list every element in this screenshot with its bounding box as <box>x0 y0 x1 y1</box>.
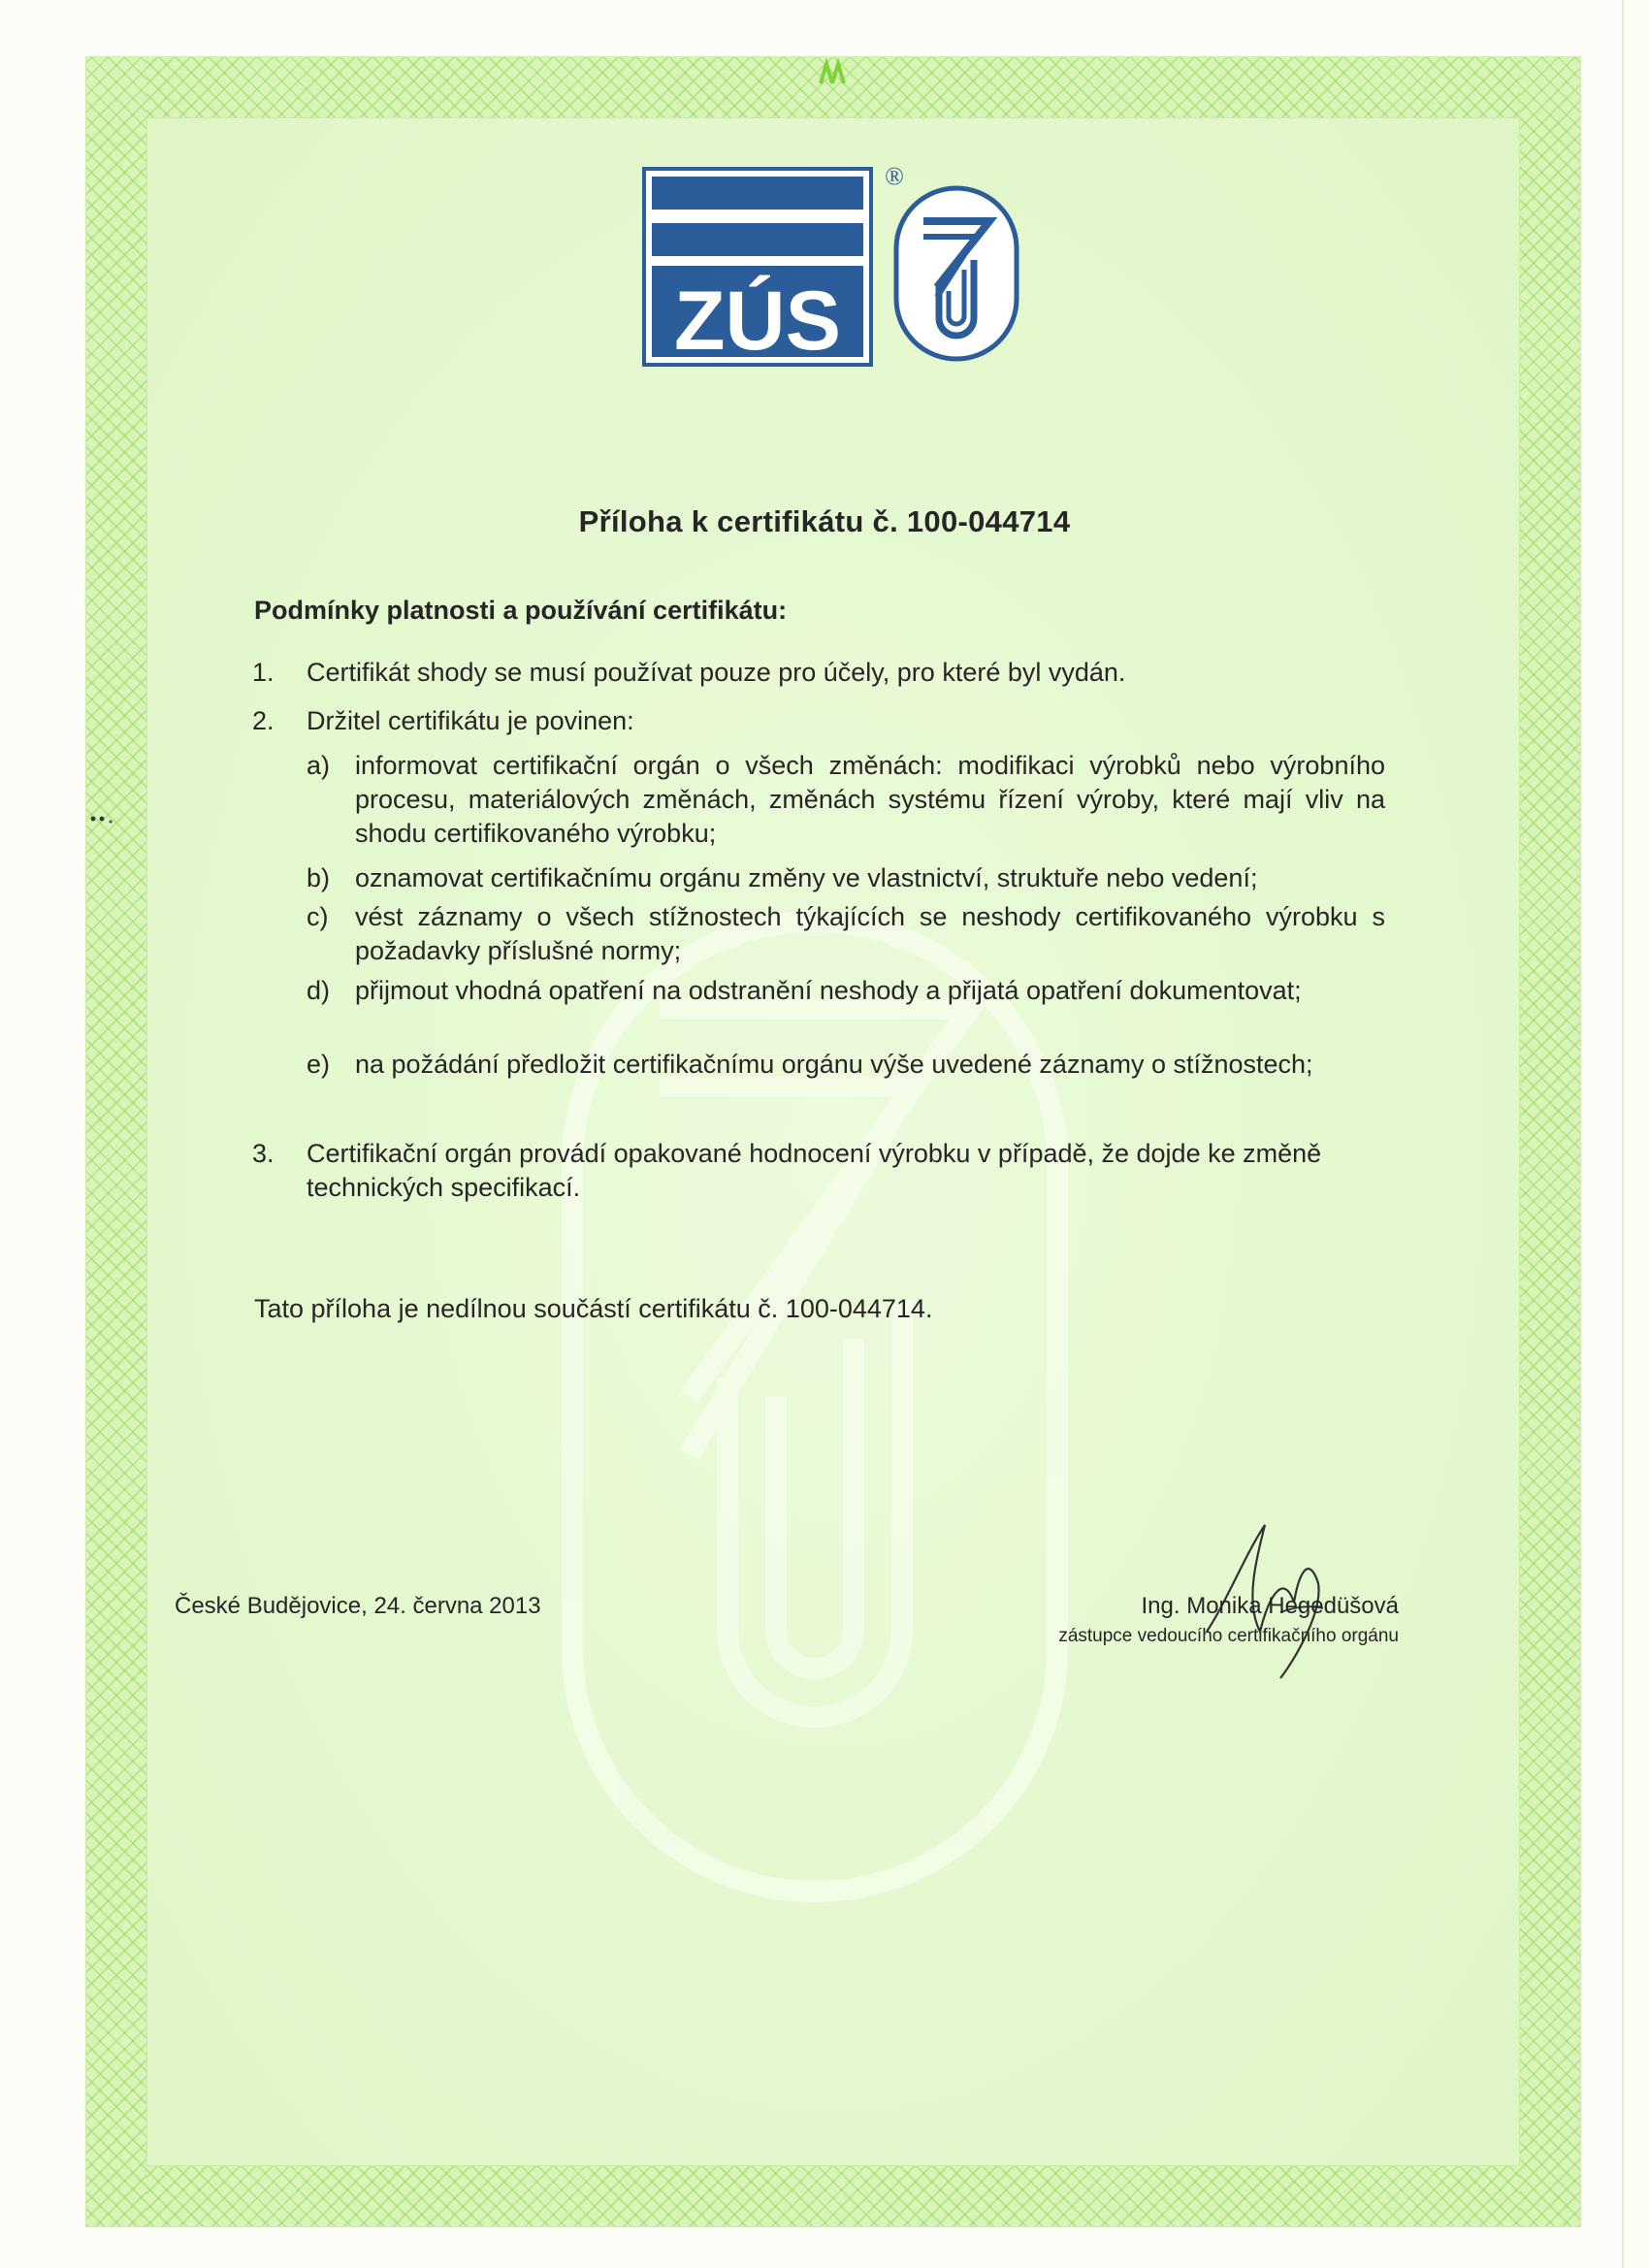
sub-item-text: na požádání předložit certifikačnímu orgánu výše uvedené záznamy o stížnostech; <box>355 1050 1313 1079</box>
sub-list-item <box>252 749 1387 856</box>
list-item-number: 1. <box>252 658 275 687</box>
sub-item-letter: a) <box>307 751 331 780</box>
zu-emblem-icon <box>896 188 1017 359</box>
signer-role: zástupce vedoucího certifikačního orgánu <box>1058 1626 1399 1646</box>
list-item-text: Držitel certifikátu je povinen: <box>307 706 634 735</box>
sub-item-text: informovat certifikační orgán o všech změnách: modifikaci výrobků nebo výrobního procesu, materiálových změnách, změnách systému řízení výroby, které mají vliv na shodu certifikovaného výrobku; <box>355 751 1385 848</box>
list-item <box>252 1137 1387 1207</box>
list-item-number: 3. <box>252 1139 275 1168</box>
sub-item-letter: b) <box>307 863 331 892</box>
signer-name: Ing. Monika Hegedüšová <box>1141 1593 1399 1619</box>
border-pattern-right <box>1520 57 1580 2226</box>
place-and-date: České Budějovice, 24. června 2013 <box>175 1593 541 1619</box>
sub-item-letter: e) <box>307 1050 331 1079</box>
sub-list-item <box>252 974 1387 1044</box>
list-item-number: 2. <box>252 706 275 735</box>
sub-list-item <box>252 900 1387 970</box>
sub-item-text: vést záznamy o všech stížnostech týkajících se neshody certifikovaného výrobku s požadavky příslušné normy; <box>355 902 1385 965</box>
list-item <box>252 704 1387 739</box>
sub-item-text: oznamovat certifikačnímu orgánu změny ve vlastnictví, struktuře nebo vedení; <box>355 863 1258 892</box>
sub-list-item <box>252 861 1387 896</box>
sub-list-item <box>252 1048 1387 1118</box>
registered-mark: ® <box>885 162 904 190</box>
list-item <box>252 656 1387 691</box>
conditions-heading: Podmínky platnosti a používání certifikátu: <box>254 596 788 625</box>
border-pattern-bottom <box>86 2166 1580 2226</box>
stray-dots <box>89 813 118 826</box>
sub-item-letter: c) <box>307 902 329 931</box>
double-arrow-mark-icon <box>813 58 852 87</box>
list-item-text: Certifikační orgán provádí opakované hodnocení výrobku v případě, že dojde ke změně technických specifikací. <box>307 1139 1322 1202</box>
closing-statement: Tato příloha je nedílnou součástí certifikátu č. 100-044714. <box>254 1294 933 1323</box>
document-title: Příloha k certifikátu č. 100-044714 <box>578 504 1071 538</box>
list-item-text: Certifikát shody se musí používat pouze pro účely, pro které byl vydán. <box>307 658 1126 687</box>
zus-logo <box>642 159 1034 367</box>
sub-item-letter: d) <box>307 976 331 1005</box>
watermark-emblem <box>543 892 1086 1921</box>
logo-wordmark: ZÚS <box>674 275 841 367</box>
border-pattern-left <box>86 57 146 2226</box>
sub-item-text: přijmout vhodná opatření na odstranění neshody a přijatá opatření dokumentovat; <box>355 976 1302 1005</box>
